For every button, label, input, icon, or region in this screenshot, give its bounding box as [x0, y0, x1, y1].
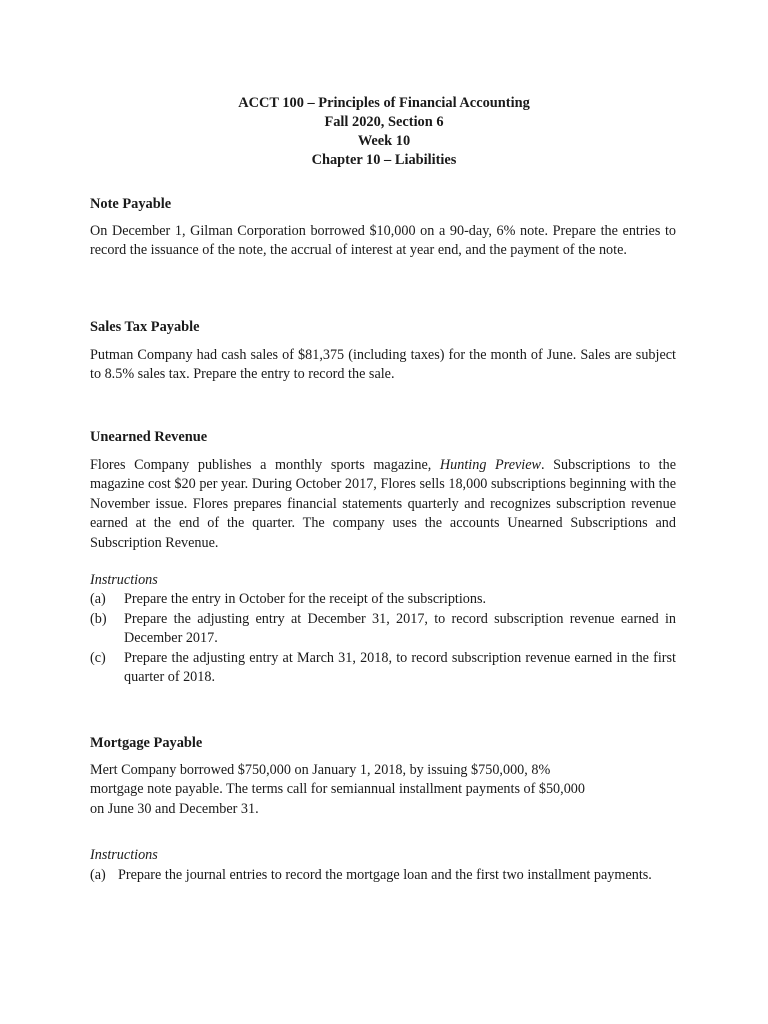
mortgage-payable-heading: Mortgage Payable: [90, 735, 203, 751]
unearned-revenue-text: [90, 456, 676, 553]
item-label: (b): [90, 611, 107, 627]
item-label: (c): [90, 650, 106, 666]
note-payable-text: On December 1, Gilman Corporation borrowed $10,000 on a 90-day, 6% note. Prepare the entries to record the issuance of the note, the accrual of interest at year end, and the payment of the note.: [90, 223, 676, 259]
mortgage-line-3: on June 30 and December 31.: [90, 800, 259, 817]
list-item: [90, 649, 676, 688]
list-item: [90, 610, 676, 649]
week-label: Week 10: [357, 133, 411, 149]
list-item: [90, 590, 676, 609]
magazine-title: Hunting Preview: [439, 457, 541, 473]
mortgage-instructions-label: Instructions: [90, 847, 158, 863]
item-text: Prepare the adjusting entry at December 31, 2017, to record subscription revenue earned in December 2017.: [124, 611, 676, 647]
note-payable-heading: Note Payable: [90, 196, 172, 212]
document-header: [0, 94, 768, 170]
mortgage-line-2: mortgage note payable. The terms call for semiannual installment payments of $50,000: [90, 781, 585, 798]
term-section: Fall 2020, Section 6: [324, 114, 444, 130]
mortgage-payable-text: [90, 761, 676, 819]
unearned-instructions-label: Instructions: [90, 572, 158, 588]
chapter-title: Chapter 10 – Liabilities: [311, 152, 457, 168]
item-label: (a): [90, 591, 106, 607]
sales-tax-text: Putman Company had cash sales of $81,375 (including taxes) for the month of June. Sales are subject to 8.5% sales tax. Prepare the entry to record the sale.: [90, 347, 676, 383]
item-text: Prepare the adjusting entry at March 31, 2018, to record subscription revenue earned in the first quarter of 2018.: [124, 650, 676, 686]
list-item: [90, 866, 676, 885]
sales-tax-heading: Sales Tax Payable: [90, 319, 200, 335]
unearned-text-after: . Subscriptions to the magazine cost $20 per year. During October 2017, Flores sells 18,000 subscriptions beginning with the November issue. Flores prepares financial statements quarterly and recognizes subscription revenue earned at the end of the quarter. The company uses the accounts Unearned Subscriptions and Subscription Revenue.: [90, 457, 677, 551]
unearned-text-before: Flores Company publishes a monthly sports magazine,: [90, 457, 440, 473]
mortgage-line-1: Mert Company borrowed $750,000 on January 1, 2018, by issuing $750,000, 8%: [90, 762, 551, 778]
item-text: Prepare the entry in October for the receipt of the subscriptions.: [124, 591, 487, 607]
unearned-revenue-heading: Unearned Revenue: [90, 429, 208, 445]
course-title: ACCT 100 – Principles of Financial Accounting: [238, 95, 530, 111]
item-label: (a): [90, 867, 106, 883]
item-text: Prepare the journal entries to record the mortgage loan and the first two installment payments.: [118, 867, 652, 883]
